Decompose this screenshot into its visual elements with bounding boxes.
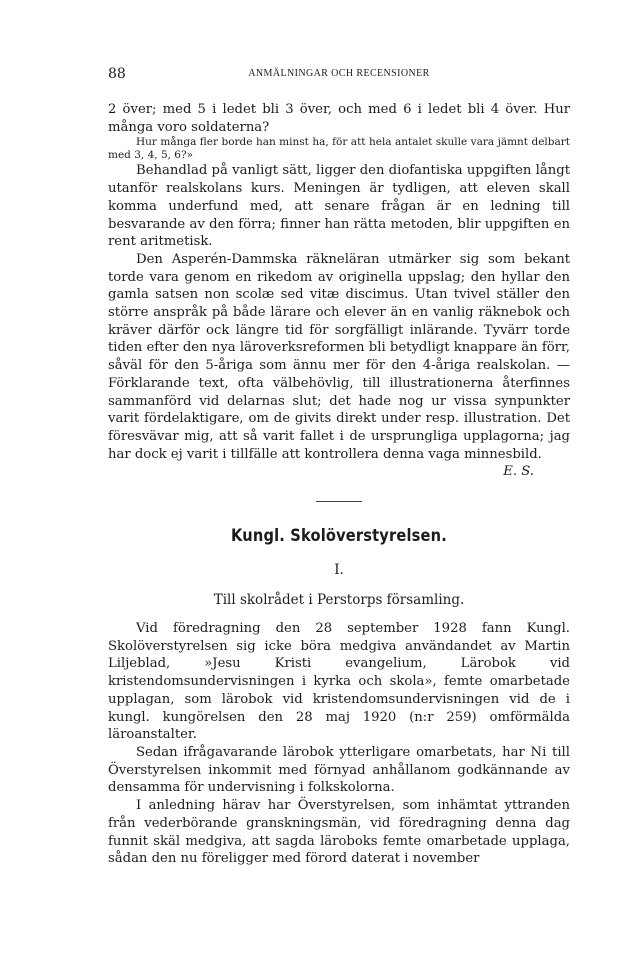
page-header <box>108 62 570 84</box>
section-number: I. <box>334 562 344 579</box>
letter-paragraph: I anledning härav har Överstyrelsen, som inhämtat yttranden från vederbörande granskningsmän, vid föredragning denna dag funnit skäl medgiva, att sagda läroboks femte omarbetade upplaga, sådan den nu föreligger med förord daterat i november <box>108 798 570 867</box>
section-divider <box>316 501 362 502</box>
review-footnote: Hur många fler borde han minst ha, för att hela antalet skulle vara jämnt delbart med 3, 4, 5, 6?» <box>108 136 570 162</box>
letter-paragraph: Vid föredragning den 28 september 1928 fann Kungl. Skolöverstyrelsen sig icke böra medgiva användandet av Martin Liljeblad, »Jesu Kristi evangelium, Lärobok vid kristendomsundervisningen i kyrka och skola», femte omarbetade upplagan, som lärobok vid kristendomsundervisningen vid de i kungl. kungörelsen den 28 maj 1920 (n:r 259) omförmälda läroanstalter. <box>108 621 570 743</box>
review-paragraph <box>108 251 570 480</box>
page-number: 88 <box>108 66 126 82</box>
review-signature: E. S. <box>503 464 534 480</box>
letter-paragraph: Sedan ifrågavarande lärobok ytterligare omarbetats, har Ni till Överstyrelsen inkommit med förnyad anhållanom godkännande av densamma för undervisning i folkskolorna. <box>108 744 570 796</box>
review-opening-lines: 2 över; med 5 i ledet bli 3 över, och med 6 i ledet bli 4 över. Hur många voro soldaterna? <box>108 102 570 135</box>
review-text <box>108 101 570 481</box>
review-paragraph-wrapper <box>108 251 570 481</box>
review-paragraph-text: Den Asperén-Dammska räkneläran utmärker sig som bekant torde vara genom en rikedom av originella uppslag; den hyllar den gamla satsen non scolæ sed vitæ discimus. Utan tvivel ställer den större anspråk på både lärare och elever än en vanlig räknebok och kräver därför ock längre tid för sorgfälligt inlärande. Tyvärr torde tiden efter den nya läroverksreformen bli betydligt knappare än förr, såväl för den 5-åriga som ännu mer för den 4-åriga realskolan. — Förklarande text, ofta välbehövlig, till illustrationerna återfinnes sammanförd vid delarnas slut; det hade nog ur vissa synpunkter varit fördelaktigare, om de givits direkt under resp. illustration. Det föresvävar mig, att så varit fallet i de ursprungliga upplagorna; jag har dock ej varit i tillfälle att kontrollera denna vaga minnesbild. <box>108 251 570 462</box>
letter-text <box>108 620 570 868</box>
document-page <box>108 62 570 868</box>
review-paragraph: Behandlad på vanligt sätt, ligger den diofantiska uppgiften långt utanför realskolans kurs. Meningen är tydligen, att eleven skall komma underfund med, att senare frågan är en ledning till besvarande av den förra; finner han rätta metoden, blir uppgiften en rent aritmetisk. <box>108 163 570 250</box>
letter-recipient: Till skolrådet i Perstorps församling. <box>213 592 465 609</box>
running-title: ANMÄLNINGAR OCH RECENSIONER <box>248 68 430 79</box>
section-title: Kungl. Skolöverstyrelsen. <box>231 526 447 547</box>
